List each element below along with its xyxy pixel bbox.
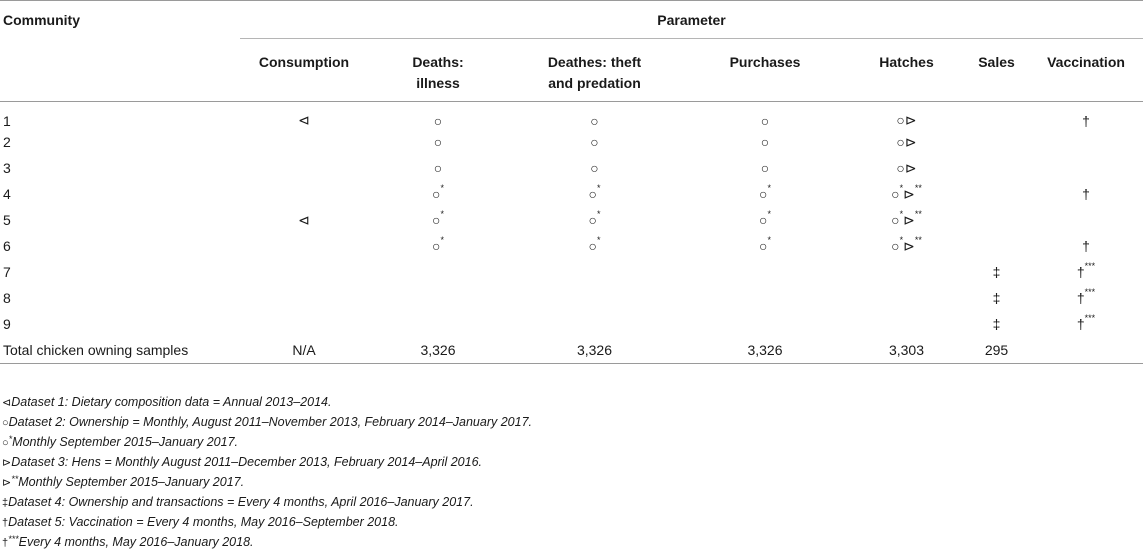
footnote-symbol: † [2, 517, 9, 529]
symbol-cell [681, 181, 849, 207]
footnote-mark: * [596, 183, 601, 193]
footnote-mark: ** [914, 234, 922, 245]
symbol-cell [681, 207, 849, 233]
total-value: 3,326 [508, 337, 681, 363]
footnote-mark: * [596, 235, 601, 245]
symbol-cell [240, 129, 368, 155]
footnote-mark: * [899, 234, 904, 245]
cell-symbol: ⊳ [903, 237, 915, 254]
footnote-text: Dataset 2: Ownership = Monthly, August 2011–November 2013, February 2014–January 2017. [8, 415, 533, 429]
footnote-mark: * [899, 208, 904, 219]
symbol-cell [508, 102, 681, 130]
cell-symbol: ⊳ [903, 185, 915, 202]
footnote-mark: * [8, 434, 13, 444]
cell-symbol: ○ [588, 212, 597, 228]
symbol-cell [240, 233, 368, 259]
cell-symbol: ○ [590, 134, 599, 150]
symbol-cell [508, 285, 681, 311]
column-header: Deaths: illness [368, 39, 508, 102]
footnote [2, 412, 1142, 432]
symbol-cell [240, 181, 368, 207]
symbol-cell [849, 155, 964, 181]
symbol-cell [368, 102, 508, 130]
table-row [0, 233, 1143, 259]
community-cell: 3 [3, 160, 11, 176]
cell-symbol: ○ [432, 238, 441, 254]
footnote-mark: *** [1084, 287, 1096, 297]
column-header: Deathes: theft and predation [508, 39, 681, 102]
footnote-text: Dataset 3: Hens = Monthly August 2011–December 2013, February 2014–April 2016. [11, 455, 482, 469]
footnote-mark: * [767, 183, 771, 193]
header-row [0, 1, 1143, 39]
symbol-cell [508, 155, 681, 181]
footnote-symbol: ⊲ [2, 397, 12, 409]
cell-symbol: ‡ [992, 316, 1001, 332]
footnote-text: Dataset 5: Vaccination = Every 4 months, May 2016–September 2018. [8, 515, 399, 529]
symbol-cell [1029, 155, 1143, 181]
footnote-symbol: ○ [2, 417, 9, 429]
footnote-mark: *** [1084, 261, 1096, 271]
total-value: 3,326 [681, 337, 849, 363]
subheader-blank [0, 39, 240, 102]
symbol-cell [964, 102, 1029, 130]
total-value [1029, 337, 1143, 363]
cell-symbol: ○ [590, 112, 599, 129]
footnote-text: Monthly September 2015–January 2017. [12, 435, 239, 449]
footnote-mark: * [440, 235, 444, 245]
total-value: N/A [240, 337, 368, 363]
community-cell: 8 [3, 290, 11, 306]
cell-symbol: † [1076, 264, 1085, 280]
symbol-cell [508, 207, 681, 233]
cell-symbol: † [1082, 112, 1090, 129]
footnote-mark: * [899, 182, 904, 193]
community-cell: 7 [3, 264, 11, 280]
column-header: Vaccination [1029, 39, 1143, 102]
community-cell: 9 [3, 316, 11, 332]
footnote-symbol: ⊳ [2, 457, 12, 469]
footnote-mark: * [767, 209, 771, 219]
footnote-text: Monthly September 2015–January 2017. [18, 475, 245, 489]
footnote [2, 512, 1142, 532]
cell-symbol: ○ [432, 212, 441, 228]
footnote-mark: * [767, 235, 771, 245]
symbol-cell [849, 181, 964, 207]
symbol-cell [964, 311, 1029, 337]
column-header: Sales [964, 39, 1029, 102]
symbol-cell [368, 129, 508, 155]
symbol-cell [368, 155, 508, 181]
symbol-cell [508, 233, 681, 259]
footnote [2, 472, 1142, 492]
symbol-cell [240, 102, 368, 130]
footnote-mark: *** [8, 534, 19, 544]
symbol-cell [368, 285, 508, 311]
symbol-cell [849, 311, 964, 337]
symbol-cell [1029, 102, 1143, 130]
cell-symbol: ⊲ [298, 211, 310, 228]
cell-symbol: ○ [759, 212, 768, 228]
table-row [0, 102, 1143, 130]
symbol-cell [1029, 233, 1143, 259]
total-value: 3,326 [368, 337, 508, 363]
cell-symbol: ○ [760, 134, 770, 150]
symbol-cell [368, 233, 508, 259]
symbol-cell [964, 129, 1029, 155]
symbol-cell [964, 233, 1029, 259]
symbol-cell [1029, 129, 1143, 155]
symbol-cell [240, 207, 368, 233]
table-body [0, 102, 1143, 364]
symbol-cell [964, 207, 1029, 233]
footnote [2, 532, 1142, 552]
symbol-cell [368, 259, 508, 285]
table-row [0, 129, 1143, 155]
cell-symbol: ⊲ [298, 112, 310, 128]
symbol-cell [681, 311, 849, 337]
symbol-cell [681, 259, 849, 285]
symbol-cell [964, 259, 1029, 285]
cell-symbol: ○ [891, 185, 900, 202]
footnote-mark: ** [914, 182, 922, 193]
cell-symbol: † [1076, 290, 1085, 306]
footnote-symbol: ○ [2, 437, 9, 449]
footnote-mark: * [596, 209, 601, 219]
symbol-cell [240, 155, 368, 181]
symbol-cell [1029, 181, 1143, 207]
footnote-text: Dataset 4: Ownership and transactions = Every 4 months, April 2016–January 2017. [8, 495, 474, 509]
symbol-cell [1029, 311, 1143, 337]
cell-symbol: ○⊳ [896, 133, 917, 150]
total-row [0, 337, 1143, 363]
symbol-cell [849, 285, 964, 311]
symbol-cell [681, 285, 849, 311]
cell-symbol: ○⊳ [896, 112, 917, 128]
symbol-cell [1029, 207, 1143, 233]
symbol-cell [240, 285, 368, 311]
symbol-cell [368, 207, 508, 233]
footnote-symbol: ⊳ [2, 477, 12, 489]
symbol-cell [508, 311, 681, 337]
symbol-cell [240, 259, 368, 285]
cell-symbol: ○ [760, 160, 770, 176]
symbol-cell [964, 285, 1029, 311]
community-cell: 5 [3, 212, 11, 228]
cell-symbol: ‡ [992, 264, 1001, 280]
symbol-cell [849, 102, 964, 130]
community-cell: 4 [3, 186, 11, 202]
symbol-cell [508, 259, 681, 285]
footnote-mark: ** [914, 208, 922, 219]
cell-symbol: ○ [588, 238, 597, 254]
footnote [2, 392, 1142, 412]
table-row [0, 207, 1143, 233]
community-cell: 2 [3, 134, 11, 150]
table-row [0, 181, 1143, 207]
symbol-cell [368, 311, 508, 337]
cell-symbol: ○ [432, 186, 441, 202]
cell-symbol: † [1076, 316, 1085, 332]
footnote [2, 492, 1142, 512]
column-header: Consumption [240, 39, 368, 102]
cell-symbol: ○ [760, 112, 770, 129]
column-header: Hatches [849, 39, 964, 102]
footnote-symbol: † [2, 537, 9, 549]
symbol-cell [508, 129, 681, 155]
total-value: 3,303 [849, 337, 964, 363]
symbol-cell [681, 233, 849, 259]
community-cell: 6 [3, 238, 11, 254]
cell-symbol: ○ [891, 211, 900, 228]
footnote-mark: ** [11, 474, 19, 484]
cell-symbol: ‡ [992, 290, 1001, 306]
cell-symbol: † [1082, 238, 1090, 254]
footnote-text: Dataset 1: Dietary composition data = Annual 2013–2014. [11, 395, 332, 409]
cell-symbol: ○ [588, 186, 597, 202]
footnote-symbol: ‡ [2, 497, 9, 509]
cell-symbol: ○ [590, 160, 599, 176]
symbol-cell [849, 259, 964, 285]
symbol-cell [964, 181, 1029, 207]
cell-symbol: ○ [433, 112, 443, 129]
footnote [2, 432, 1142, 452]
cell-symbol: ○⊳ [896, 159, 917, 176]
symbol-cell [1029, 285, 1143, 311]
table-row [0, 285, 1143, 311]
column-header: Purchases [681, 39, 849, 102]
cell-symbol: † [1082, 186, 1090, 202]
cell-symbol: ○ [433, 160, 443, 176]
table-row [0, 311, 1143, 337]
symbol-cell [681, 129, 849, 155]
footnote-mark: *** [1084, 313, 1096, 323]
footnote-mark: * [440, 183, 444, 193]
symbol-cell [849, 129, 964, 155]
cell-symbol: ○ [891, 237, 900, 254]
cell-symbol: ○ [759, 186, 768, 202]
footnotes [2, 392, 1142, 552]
symbol-cell [368, 181, 508, 207]
total-value: 295 [964, 337, 1029, 363]
total-label: Total chicken owning samples [0, 337, 240, 363]
footnote-text: Every 4 months, May 2016–January 2018. [18, 535, 254, 549]
cell-symbol: ○ [433, 134, 443, 150]
table-row [0, 155, 1143, 181]
symbol-cell [508, 181, 681, 207]
community-header: Community [0, 1, 240, 39]
symbol-cell [849, 207, 964, 233]
footnote [2, 452, 1142, 472]
symbol-cell [681, 102, 849, 130]
symbol-cell [849, 233, 964, 259]
symbol-cell [681, 155, 849, 181]
symbol-cell [1029, 259, 1143, 285]
cell-symbol: ⊳ [903, 211, 915, 228]
table-row [0, 259, 1143, 285]
cell-symbol: ○ [759, 238, 768, 254]
symbol-cell [240, 311, 368, 337]
subheader-row [0, 39, 1143, 102]
parameter-header: Parameter [240, 1, 1143, 39]
community-cell: 1 [3, 112, 11, 129]
symbol-cell [964, 155, 1029, 181]
footnote-mark: * [440, 209, 444, 219]
